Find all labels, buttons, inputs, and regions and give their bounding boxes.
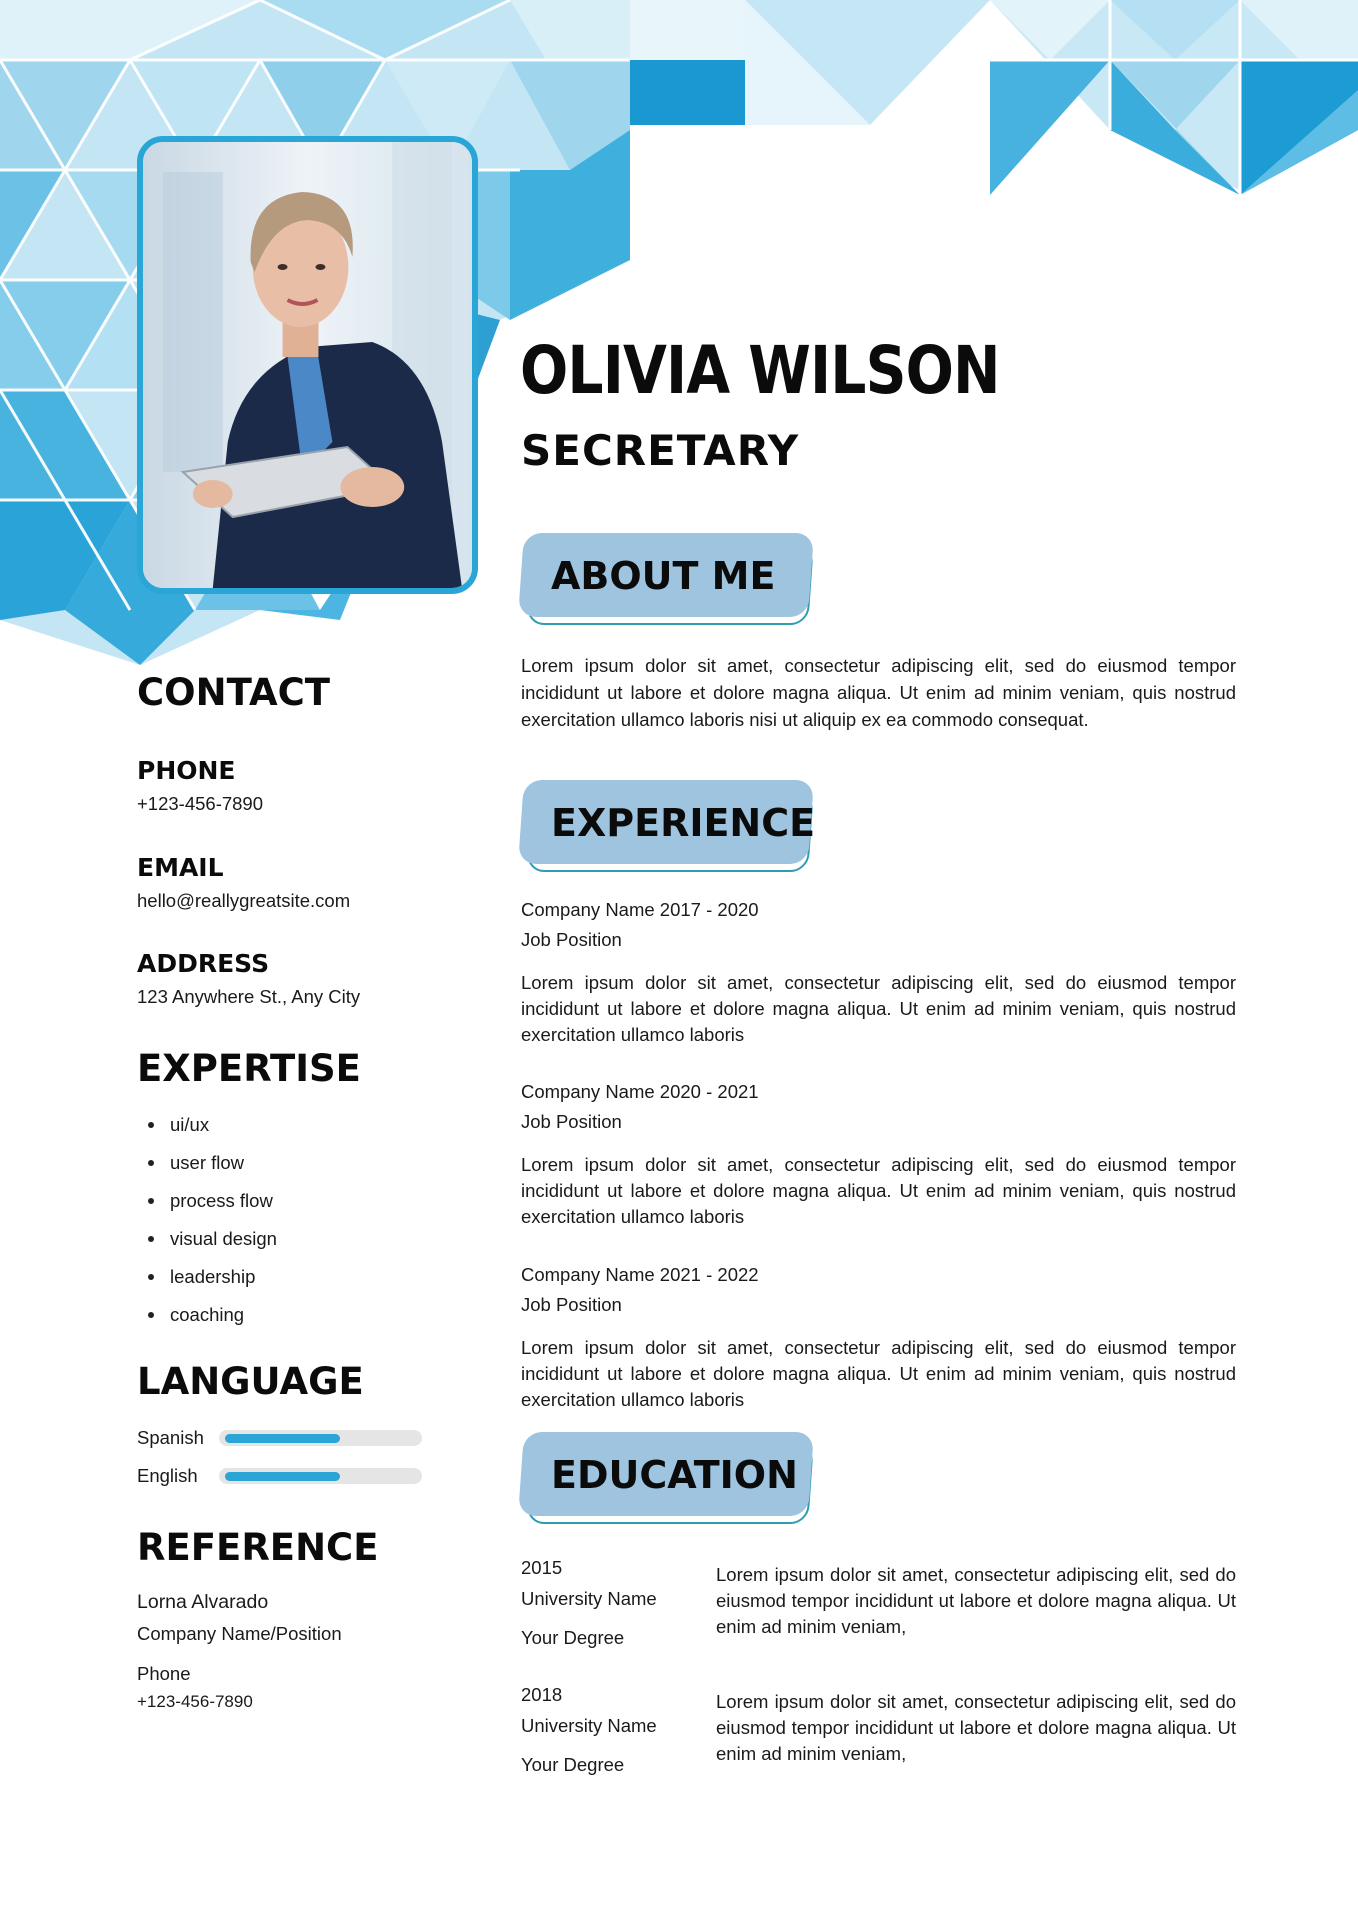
address-label: ADDRESS <box>137 949 270 978</box>
contact-heading: CONTACT <box>137 671 330 714</box>
reference-heading: REFERENCE <box>137 1526 379 1569</box>
expertise-item: leadership <box>148 1265 277 1303</box>
education-item <box>521 1681 657 1778</box>
language-name: English <box>137 1465 198 1486</box>
education-heading: EDUCATION <box>551 1453 798 1497</box>
address-value: 123 Anywhere St., Any City <box>137 986 361 1007</box>
email-value: hello@reallygreatsite.com <box>137 890 351 911</box>
education-year: 2018 <box>521 1684 563 1705</box>
experience-description: Lorem ipsum dolor sit amet, consectetur adipiscing elit, sed do eiusmod tempor incididunt ut labore et dolore magna aliqua. Ut enim ad minim veniam, quis nostrud exercitation ullamco laboris <box>521 1154 1236 1227</box>
about-me-banner <box>521 533 821 635</box>
language-name: Spanish <box>137 1427 204 1448</box>
experience-item <box>521 1261 1236 1413</box>
experience-company: Company Name 2020 - 2021 <box>521 1081 759 1102</box>
language-row <box>137 1464 437 1502</box>
education-degree: Your Degree <box>521 1754 625 1775</box>
language-row <box>137 1426 437 1464</box>
language-level-fill <box>225 1434 340 1443</box>
language-list <box>137 1426 437 1502</box>
about-me-text: Lorem ipsum dolor sit amet, consectetur adipiscing elit, sed do eiusmod tempor incididunt ut labore et dolore magna aliqua. Ut enim ad minim veniam, quis nostrud exercitation ullamco laboris nisi ut aliquip ex ea commodo consequat. <box>521 655 1236 730</box>
education-description: Lorem ipsum dolor sit amet, consectetur adipiscing elit, sed do eiusmod tempor incididunt ut labore et dolore magna aliqua. Ut enim ad minim veniam, <box>716 1564 1236 1637</box>
experience-position: Job Position <box>521 929 622 950</box>
reference-phone: +123-456-7890 <box>137 1692 253 1711</box>
experience-item <box>521 1078 1236 1230</box>
profile-photo <box>137 136 478 594</box>
education-banner <box>521 1432 821 1534</box>
experience-position: Job Position <box>521 1294 622 1315</box>
experience-item <box>521 896 1236 1048</box>
education-item <box>521 1554 657 1651</box>
expertise-item: user flow <box>148 1151 277 1189</box>
candidate-name: OLIVIA WILSON <box>520 332 1000 409</box>
phone-value: +123-456-7890 <box>137 793 264 814</box>
language-level-fill <box>225 1472 340 1481</box>
expertise-item: coaching <box>148 1303 277 1341</box>
reference-phone-label: Phone <box>137 1663 191 1684</box>
phone-label: PHONE <box>137 756 236 785</box>
education-degree: Your Degree <box>521 1627 625 1648</box>
job-title: SECRETARY <box>521 426 800 475</box>
expertise-item: process flow <box>148 1189 277 1227</box>
about-me-heading: ABOUT ME <box>551 554 776 598</box>
language-level-bar <box>219 1430 422 1446</box>
education-description: Lorem ipsum dolor sit amet, consectetur adipiscing elit, sed do eiusmod tempor incididunt ut labore et dolore magna aliqua. Ut enim ad minim veniam, <box>716 1691 1236 1764</box>
expertise-item: ui/ux <box>148 1113 277 1151</box>
language-level-bar <box>219 1468 422 1484</box>
reference-name: Lorna Alvarado <box>137 1591 269 1613</box>
experience-description: Lorem ipsum dolor sit amet, consectetur adipiscing elit, sed do eiusmod tempor incididunt ut labore et dolore magna aliqua. Ut enim ad minim veniam, quis nostrud exercitation ullamco laboris <box>521 1337 1236 1410</box>
education-university: University Name <box>521 1715 657 1736</box>
expertise-list <box>148 1113 277 1341</box>
experience-company: Company Name 2017 - 2020 <box>521 899 759 920</box>
education-university: University Name <box>521 1588 657 1609</box>
email-label: EMAIL <box>137 853 224 882</box>
education-year: 2015 <box>521 1557 563 1578</box>
expertise-item: visual design <box>148 1227 277 1265</box>
experience-heading: EXPERIENCE <box>551 801 816 845</box>
experience-company: Company Name 2021 - 2022 <box>521 1264 759 1285</box>
expertise-heading: EXPERTISE <box>137 1047 361 1090</box>
experience-banner <box>521 780 821 882</box>
language-heading: LANGUAGE <box>137 1360 364 1403</box>
experience-description: Lorem ipsum dolor sit amet, consectetur adipiscing elit, sed do eiusmod tempor incididunt ut labore et dolore magna aliqua. Ut enim ad minim veniam, quis nostrud exercitation ullamco laboris <box>521 972 1236 1045</box>
experience-position: Job Position <box>521 1111 622 1132</box>
reference-company: Company Name/Position <box>137 1623 342 1644</box>
